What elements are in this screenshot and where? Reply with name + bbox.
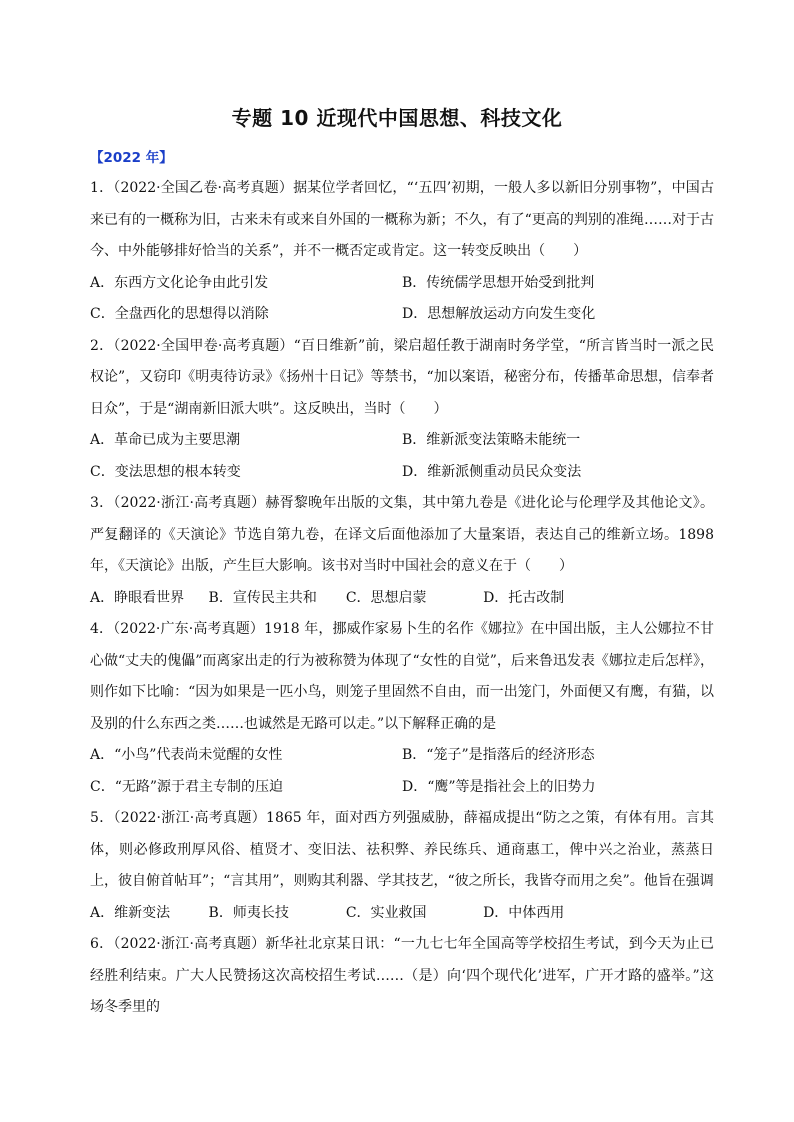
option-c: C．实业救国 bbox=[345, 904, 427, 921]
question-list bbox=[90, 173, 714, 1024]
option-d: D．中体西用 bbox=[483, 904, 565, 921]
option-b: B．传统儒学思想开始受到批判 bbox=[402, 274, 595, 291]
question-text: 5．（2022·浙江·高考真题）1865 年，面对西方列强威胁，薛福成提出“防之之策，有体有用。言其体，则必修政刑厚风俗、植贤才、变旧法、祛积弊、养民练兵、通商惠工，俾中兴之治业，蒸蒸日上，彼自俯首帖耳”；“言其用”，则购其利器、学其技艺，“彼之所长，我皆夺而用之矣”。他旨在强调 bbox=[90, 810, 714, 889]
option-c: C．全盘西化的思想得以消除 bbox=[90, 306, 269, 322]
page-title: 专题 10 近现代中国思想、科技文化 bbox=[231, 106, 563, 130]
option-b: B．宣传民主共和 bbox=[208, 589, 317, 606]
option-d: D．思想解放运动方向发生变化 bbox=[402, 306, 596, 322]
question-1 bbox=[90, 173, 714, 331]
option-c: C．变法思想的根本转变 bbox=[90, 463, 241, 480]
question-2 bbox=[90, 331, 714, 489]
option-a: A．革命已成为主要思潮 bbox=[90, 432, 241, 448]
option-b: B．师夷长技 bbox=[208, 904, 289, 921]
option-c: C．“无路”源于君主专制的压迫 bbox=[90, 778, 284, 795]
question-text: 3．（2022·浙江·高考真题）赫胥黎晚年出版的文集，其中第九卷是《进化论与伦理学及其他论文》。严复翻译的《天演论》节选自第九卷，在译文后面他添加了大量案语，表达自己的维新立场。1898 年，《天演论》出版，产生巨大影响。该书对当时中国社会的意义在于（ ） bbox=[90, 495, 714, 574]
options bbox=[90, 583, 714, 615]
question-text: 2．（2022·全国甲卷·高考真题）“百日维新”前，梁启超任教于湖南时务学堂，“所言皆当时一派之民权论”，又窃印《明夷待访录》《扬州十日记》等禁书，“加以案语，秘密分布，传播革命思想，信奉者日众”，于是“湖南新旧派大哄”。这反映出，当时（ ） bbox=[90, 337, 714, 417]
question-text: 1．（2022·全国乙卷·高考真题）据某位学者回忆，“‘五四’初期，一般人多以新旧分别事物”，中国古来已有的一概称为旧，古来未有或来自外国的一概称为新；不久，有了“更高的判别的准绳……对于古今、中外能够排好恰当的关系”，并不一概否定或肯定。这一转变反映出（ ） bbox=[90, 180, 714, 259]
question-text: 4．（2022·广东·高考真题）1918 年，挪威作家易卜生的名作《娜拉》在中国出版，主人公娜拉不甘心做“丈夫的傀儡”而离家出走的行为被称赞为体现了“女性的自觉”，后来鲁迅发表《娜拉走后怎样》，则作如下比喻：“因为如果是一匹小鸟，则笼子里固然不自由，而一出笼门，外面便又有鹰，有猫，以及别的什么东西之类……也诚然是无路可以走。”以下解释正确的是 bbox=[90, 621, 714, 732]
year-section-tag: 【2022 年】 bbox=[90, 150, 173, 166]
option-a: A．维新变法 bbox=[90, 904, 171, 921]
option-c: C．思想启蒙 bbox=[345, 589, 427, 606]
option-d: D．维新派侧重动员民众变法 bbox=[402, 463, 582, 480]
options bbox=[90, 425, 714, 488]
option-b: B．维新派变法策略未能统一 bbox=[402, 432, 581, 448]
option-a: A．睁眼看世界 bbox=[90, 589, 185, 606]
question-5 bbox=[90, 803, 714, 929]
question-text: 6．（2022·浙江·高考真题）新华社北京某日讯：“一九七七年全国高等学校招生考试，到今天为止已经胜利结束。广大人民赞扬这次高校招生考试……（是）向‘四个现代化’进军，广开才路的盛举。”这场冬季里的 bbox=[90, 936, 714, 1015]
option-a: A．东西方文化论争由此引发 bbox=[90, 274, 269, 291]
options bbox=[90, 740, 714, 803]
question-3 bbox=[90, 488, 714, 614]
option-d: D．托古改制 bbox=[483, 589, 565, 606]
options bbox=[90, 268, 714, 331]
option-d: D．“鹰”等是指社会上的旧势力 bbox=[402, 778, 596, 795]
question-4 bbox=[90, 614, 714, 803]
option-b: B．“笼子”是指落后的经济形态 bbox=[402, 747, 595, 763]
option-a: A．“小鸟”代表尚未觉醒的女性 bbox=[90, 747, 283, 763]
question-6 bbox=[90, 929, 714, 1024]
options bbox=[90, 898, 714, 930]
